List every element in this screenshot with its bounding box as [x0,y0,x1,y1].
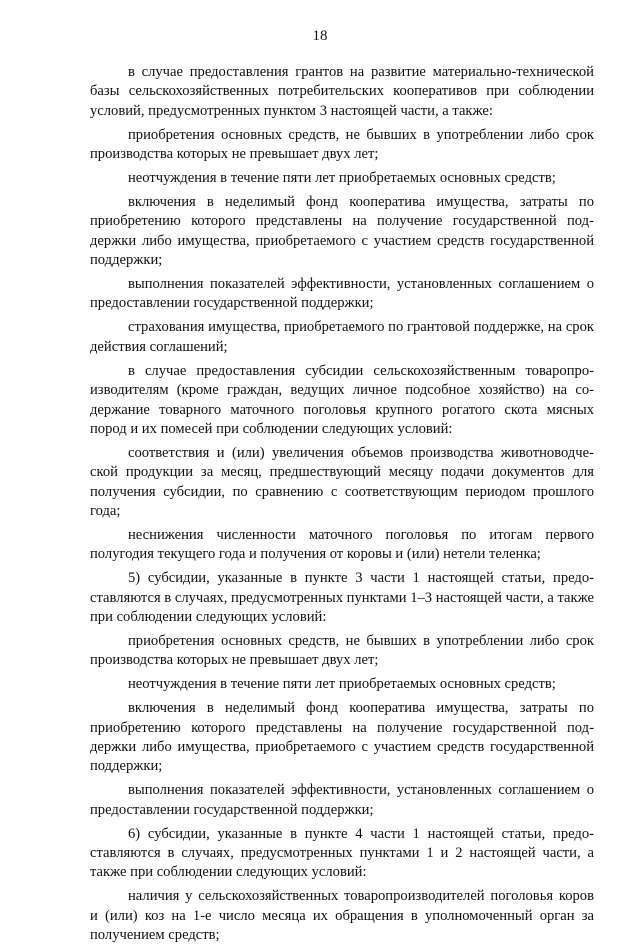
paragraph: неотчуждения в течение пяти лет приобретаемых основных средств; [128,170,556,187]
paragraph: в случае предоставления грантов на развитие материально-технической базы сельскохозяйственных потребительских кооперативов при соблюдении условий, предусмотренных пунктом 3 настоящей части, а также: [90,64,594,119]
paragraph: выполнения показателей эффективности, установленных соглашением о предоставлении государственной поддержки; [90,276,594,312]
document-body [90,63,594,950]
paragraph: неотчуждения в течение пяти лет приобретаемых основных средств; [128,676,556,693]
paragraph: включения в неделимый фонд кооператива имущества, затраты по приобретению которого представлены на получение государственной поддержки либо имущества, приобретаемого с участием средств государственной поддержки; [90,193,594,269]
paragraph: наличия у сельскохозяйственных товаропроизводителей поголовья коров и (или) коз на 1-е число месяца их обращения в уполномоченный орган за получением средств; [90,888,594,944]
paragraph: неснижения численности маточного поголовья по итогам первого полугодия текущего года и получения от коровы и (или) нетели теленка; [90,526,594,563]
paragraph: 5) субсидии, указанные в пункте 3 части 1 настоящей статьи, предоставляются в случаях, предусмотренных пунктами 1–3 настоящей части, а также при соблюдении следующих условий: [90,570,594,626]
paragraph: приобретения основных средств, не бывших в употреблении либо срок производства которых не превышает двух лет; [90,126,594,163]
paragraph: в случае предоставления субсидии сельскохозяйственным товаропроизводителям (кроме граждан, ведущих личное подсобное хозяйство) на содержание товарного маточного поголовья крупного рогатого скота мясных пород и их помесей при соблюдении следующих условий: [90,362,594,437]
paragraph: приобретения основных средств, не бывших в употреблении либо срок производства которых не превышает двух лет; [90,632,594,669]
page-number: 18 [312,28,328,44]
paragraph: 6) субсидии, указанные в пункте 4 части 1 настоящей статьи, предоставляются в случаях, предусмотренных пунктами 1 и 2 настоящей части, а также при соблюдении следующих условий: [90,825,594,881]
paragraph: страхования имущества, приобретаемого по грантовой поддержке, на срок действия соглашений; [90,319,594,355]
paragraph: выполнения показателей эффективности, установленных соглашением о предоставлении государственной поддержки; [90,782,594,818]
paragraph: включения в неделимый фонд кооператива имущества, затраты по приобретению которого представлены на получение государственной поддержки либо имущества, приобретаемого с участием средств государственной поддержки; [90,700,594,775]
paragraph: соответствия и (или) увеличения объемов производства животноводческой продукции за месяц, предшествующий месяцу подачи документов для получения субсидии, по сравнению с соответствующим периодом прошлого года; [90,444,594,520]
